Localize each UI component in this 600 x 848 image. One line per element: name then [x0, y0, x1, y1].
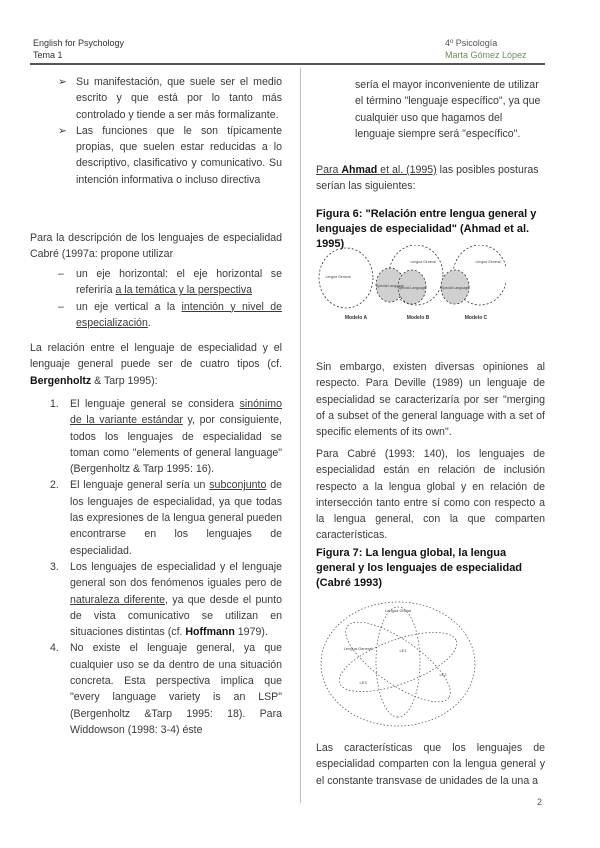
paragraph-text: La relación entre el lenguaje de especialidad y el lenguaje general puede ser de cuatro tipos (cf. [30, 342, 282, 371]
global-language-ellipse [321, 602, 475, 726]
list-text: de los lenguajes de especialidad, ya que todas las expresiones de la lengua general pueden encontrarse en los lenguajes de especialidad. [70, 479, 282, 557]
bullet-list [58, 74, 282, 188]
list-item [50, 477, 282, 558]
figure-label: Lengua Global [384, 608, 412, 613]
figure-label: Modelo B [406, 315, 430, 321]
figure-label: Lengua General [343, 646, 373, 651]
figure-7-title: Figura 7: La lengua global, la lengua general y los lenguajes de especialidad (Cabré 1993) [316, 547, 523, 589]
column-divider [300, 68, 301, 803]
continued-list-text [355, 77, 545, 142]
special-language-ellipse [332, 620, 464, 704]
list-number: 4. [50, 642, 59, 655]
dash-text: . [147, 316, 151, 329]
figure-label: Lengua General [325, 275, 351, 279]
dash-item [58, 266, 282, 299]
figure-label: Lengua General [475, 260, 501, 264]
underlined-text: subconjunto [209, 479, 267, 492]
list-item [50, 640, 282, 738]
list-text: El lenguaje general sería un [70, 479, 210, 492]
figure-label: Modelo C [464, 315, 488, 321]
list-number: 1. [50, 398, 59, 410]
figure-label: LE3 [359, 680, 367, 685]
figure-label: Lengua General [410, 260, 436, 264]
list-item [50, 396, 282, 477]
paragraph-deville [316, 359, 545, 440]
underlined-text: intención y nivel de especialización [76, 300, 282, 329]
bold-author: Hoffmann [185, 626, 235, 639]
page-number: 2 [537, 797, 543, 807]
list-number: 2. [50, 479, 59, 492]
unit-label: Tema 1 [33, 50, 63, 60]
year-label: 4º Psicología [445, 38, 498, 48]
paragraph-text: Para la descripción de los lenguajes de especialidad Cabré (1997a: propone utilizar [30, 232, 282, 261]
numbered-list [50, 396, 282, 738]
paragraph-text: & Tarp 1995): [91, 374, 158, 387]
paragraph-descripcion [30, 230, 282, 263]
figure-7-diagram [318, 600, 478, 730]
dash-item [58, 299, 282, 332]
underlined-text: Para [316, 164, 342, 176]
underlined-text: a la temática y la perspectiva [115, 284, 253, 297]
underlined-text: sinónimo de la variante estándar [70, 398, 282, 427]
figure-label: Modelo A [344, 315, 368, 321]
figure-label: LE2 [439, 672, 447, 677]
list-item [50, 559, 282, 640]
bullet-text: Su manifestación, que suele ser el medio escrito y que está por lo tanto más controlado y tiende a ser más formalizante. [76, 76, 282, 121]
figure-label: Special Language [397, 286, 427, 290]
author-name: Marta Gómez López [445, 50, 527, 60]
dash-bullet-icon: – [58, 300, 64, 313]
figure-6-diagram [318, 245, 506, 325]
paragraph-text: Sin embargo, existen diversas opiniones al respecto. Para Deville (1989) un lenguaje de especialidad se caracterizaría por ser "merging of a subset of the general language with a set of specific elements of its own". [316, 361, 545, 439]
arrow-bullet-icon: ➢ [58, 76, 67, 88]
figure-6-title: Figura 6: "Relación entre lengua general y lenguajes de especialidad" (Ahmad et al. 1995) [316, 208, 537, 250]
underlined-text: naturaleza diferente [70, 593, 166, 606]
special-language-ellipse [376, 607, 420, 717]
paragraph-text: sería el mayor inconveniente de utilizar el término "lenguaje específico", ya que cualquier uso que hagamos del lenguaje siempre será "específico". [355, 79, 541, 140]
underlined-text: et al. (1995) [377, 164, 437, 176]
special-language-ellipse [335, 608, 462, 715]
figure-label: LE1 [399, 648, 407, 653]
list-text: 1979). [234, 626, 268, 639]
course-title: English for Psychology [33, 38, 125, 48]
header-left [33, 37, 124, 61]
bullet-text: Las funciones que le son típicamente propias, que suelen estar reducidas a lo descriptivo, clasificativo y comunicativo. Su intención informativa o incluso directiva [76, 124, 282, 186]
paragraph-relacion [30, 340, 282, 389]
paragraph-cabre [316, 446, 545, 544]
paragraph-text: las posibles posturas serían las siguientes: [316, 164, 539, 193]
dash-list [58, 266, 282, 331]
header-right [445, 37, 545, 61]
bullet-item [58, 123, 282, 188]
arrow-bullet-icon: ➢ [58, 124, 67, 137]
dash-text: un eje horizontal: el eje horizontal se referiría [76, 268, 282, 297]
list-text: y, por consiguiente, todos los lenguajes de especialidad se toman como "elements of general language" (Bergenholtz & Tarp 1995: 16). [70, 414, 282, 476]
dash-text: un eje vertical a la [76, 300, 182, 313]
paragraph-caracteristicas [316, 740, 545, 789]
list-text: Los lenguajes de especialidad y el lenguaje general son dos fenómenos iguales pero de [70, 560, 282, 590]
list-text: , ya que desde el punto de vista comunicativo se utilizan en situaciones distintas (cf. [70, 593, 282, 639]
list-number: 3. [50, 560, 59, 573]
bold-author: Bergenholtz [30, 374, 92, 387]
dash-bullet-icon: – [58, 268, 64, 280]
list-text: El lenguaje general se considera [70, 398, 240, 410]
header-rule [30, 63, 545, 65]
paragraph-text: Las características que los lenguajes de especialidad comparten con la lengua general y el constante transvase de unidades de la una a [316, 742, 545, 787]
bold-author: Ahmad [341, 164, 378, 176]
figure-label: Special Language [440, 286, 470, 290]
bullet-item [58, 74, 282, 123]
paragraph-ahmad [316, 162, 545, 195]
figure-label: Special Language [375, 284, 405, 288]
list-text: No existe el lenguaje general, ya que cualquier uso se da dentro de una situación concreta. Esta perspectiva implica que "every language variety is an LSP" (Bergenholtz &Tarp 1995: 18). Para Widdowson (1998: 3-4) éste [70, 642, 282, 736]
paragraph-text: Para Cabré (1993: 140), los lenguajes de especialidad están en relación de inclusión respecto a la lengua global y en relación de intersección tanto entre sí como con respecto a la lengua general, con la que comparten características. [316, 448, 545, 542]
